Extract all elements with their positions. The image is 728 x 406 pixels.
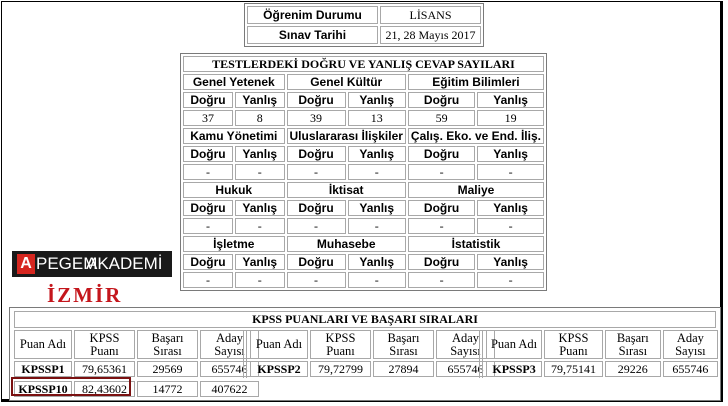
- wrong-count: -: [348, 164, 406, 180]
- wrong-label: Yanlış: [235, 146, 285, 162]
- exam-date-label: Sınav Tarihi: [247, 26, 378, 44]
- answer-label-row: [183, 254, 544, 270]
- kpss-scores-panel: [9, 307, 721, 401]
- pegem-akademi-logo: [12, 251, 172, 277]
- subject-name: Hukuk: [183, 182, 285, 198]
- wrong-count: -: [477, 164, 544, 180]
- score-name: KPSSP2: [250, 361, 308, 377]
- wrong-count: -: [477, 218, 544, 234]
- kpssp10-candidates: 407622: [200, 381, 259, 397]
- correct-count: -: [408, 164, 475, 180]
- correct-label: Doğru: [183, 200, 233, 216]
- subject-name: Genel Kültür: [287, 74, 406, 90]
- score-score: 79,65361: [74, 361, 135, 377]
- score-value-row: [486, 361, 718, 377]
- correct-label: Doğru: [183, 254, 233, 270]
- subject-name: İşletme: [183, 236, 285, 252]
- correct-label: Doğru: [287, 146, 346, 162]
- wrong-label: Yanlış: [477, 200, 544, 216]
- wrong-label: Yanlış: [348, 200, 406, 216]
- logo-word-akademi: AKADEMİ: [86, 254, 163, 273]
- education-status-value: LİSANS: [380, 6, 481, 24]
- answer-counts-title: TESTLERDEKİ DOĞRU VE YANLIŞ CEVAP SAYILARI: [183, 56, 544, 72]
- wrong-label: Yanlış: [348, 92, 406, 108]
- correct-count: 59: [408, 110, 475, 126]
- wrong-label: Yanlış: [477, 146, 544, 162]
- correct-count: -: [287, 272, 346, 288]
- score-score: 79,72799: [310, 361, 371, 377]
- correct-label: Doğru: [408, 254, 475, 270]
- answer-value-row: [183, 272, 544, 288]
- correct-count: -: [183, 218, 233, 234]
- correct-count: 39: [287, 110, 346, 126]
- correct-label: Doğru: [408, 200, 475, 216]
- correct-label: Doğru: [287, 200, 346, 216]
- wrong-label: Yanlış: [235, 92, 285, 108]
- correct-count: -: [408, 218, 475, 234]
- correct-count: -: [408, 272, 475, 288]
- subject-header-row: [183, 128, 544, 144]
- score-header-cell: Başarı Sırası: [605, 330, 661, 359]
- wrong-count: 19: [477, 110, 544, 126]
- score-rank: 29226: [605, 361, 661, 377]
- wrong-count: 8: [235, 110, 285, 126]
- answer-value-row: [183, 110, 544, 126]
- score-name: KPSSP1: [14, 361, 72, 377]
- wrong-label: Yanlış: [235, 200, 285, 216]
- kpssp10-row: [12, 379, 261, 399]
- subject-name: İstatistik: [408, 236, 544, 252]
- wrong-count: -: [477, 272, 544, 288]
- correct-label: Doğru: [287, 254, 346, 270]
- exam-info-panel: [244, 3, 484, 47]
- correct-count: 37: [183, 110, 233, 126]
- score-value-row: [250, 361, 495, 377]
- score-rank: 27894: [373, 361, 434, 377]
- score-header-cell: KPSS Puanı: [74, 330, 135, 359]
- wrong-label: Yanlış: [477, 92, 544, 108]
- city-label: İZMİR: [47, 283, 123, 307]
- group-separator: [479, 330, 483, 378]
- score-header-cell: Aday Sayısı: [436, 330, 495, 359]
- subject-header-row: [183, 236, 544, 252]
- score-candidates: 655746: [200, 361, 259, 377]
- kpssp10-score: 82,43602: [74, 381, 135, 397]
- answer-value-row: [183, 218, 544, 234]
- answer-label-row: [183, 146, 544, 162]
- wrong-count: -: [235, 218, 285, 234]
- logo-mark-icon: A: [17, 254, 35, 274]
- correct-label: Doğru: [183, 146, 233, 162]
- score-group-table: [12, 328, 261, 379]
- score-candidates: 655746: [663, 361, 718, 377]
- wrong-count: -: [348, 218, 406, 234]
- wrong-label: Yanlış: [477, 254, 544, 270]
- score-header-cell: Puan Adı: [14, 330, 72, 359]
- kpssp10-name: KPSSP10: [14, 381, 72, 397]
- subject-header-row: [183, 182, 544, 198]
- correct-label: Doğru: [408, 92, 475, 108]
- kpssp10-rank: 14772: [137, 381, 198, 397]
- score-score: 79,75141: [544, 361, 603, 377]
- subject-name: Genel Yetenek: [183, 74, 285, 90]
- score-candidates: 655746: [436, 361, 495, 377]
- correct-label: Doğru: [408, 146, 475, 162]
- score-group-table: [484, 328, 720, 379]
- exam-date-row: [247, 26, 481, 44]
- score-header-cell: Aday Sayısı: [200, 330, 259, 359]
- subject-name: Eğitim Bilimleri: [408, 74, 544, 90]
- wrong-count: -: [348, 272, 406, 288]
- group-separator: [243, 330, 247, 378]
- correct-count: -: [287, 164, 346, 180]
- education-status-label: Öğrenim Durumu: [247, 6, 378, 24]
- score-name: KPSSP3: [486, 361, 542, 377]
- correct-count: -: [183, 164, 233, 180]
- wrong-count: -: [235, 164, 285, 180]
- score-header-row: [250, 330, 495, 359]
- exam-date-value: 21, 28 Mayıs 2017: [380, 26, 481, 44]
- logo-word-pegem: PEGEM: [36, 254, 98, 273]
- score-rank: 29569: [137, 361, 198, 377]
- subject-name: Muhasebe: [287, 236, 406, 252]
- education-status-row: [247, 6, 481, 24]
- correct-count: -: [287, 218, 346, 234]
- subject-name: Maliye: [408, 182, 544, 198]
- answer-label-row: [183, 92, 544, 108]
- score-header-cell: Başarı Sırası: [373, 330, 434, 359]
- score-header-row: [14, 330, 259, 359]
- score-group-table: [248, 328, 497, 379]
- answer-counts-panel: [180, 53, 547, 291]
- subject-header-row: [183, 74, 544, 90]
- subject-name: Çalış. Eko. ve End. İliş.: [408, 128, 544, 144]
- score-header-cell: Puan Adı: [486, 330, 542, 359]
- wrong-label: Yanlış: [348, 254, 406, 270]
- wrong-label: Yanlış: [348, 146, 406, 162]
- correct-label: Doğru: [183, 92, 233, 108]
- subject-name: Kamu Yönetimi: [183, 128, 285, 144]
- score-header-cell: Puan Adı: [250, 330, 308, 359]
- subject-name: Uluslararası İlişkiler: [287, 128, 406, 144]
- answer-label-row: [183, 200, 544, 216]
- score-header-cell: Aday Sayısı: [663, 330, 718, 359]
- score-header-cell: KPSS Puanı: [310, 330, 371, 359]
- score-header-row: [486, 330, 718, 359]
- score-value-row: [14, 361, 259, 377]
- score-header-cell: Başarı Sırası: [137, 330, 198, 359]
- answer-value-row: [183, 164, 544, 180]
- kpss-scores-title: KPSS PUANLARI VE BAŞARI SIRALARI: [14, 311, 716, 328]
- correct-count: -: [183, 272, 233, 288]
- wrong-label: Yanlış: [235, 254, 285, 270]
- subject-name: İktisat: [287, 182, 406, 198]
- wrong-count: -: [235, 272, 285, 288]
- wrong-count: 13: [348, 110, 406, 126]
- correct-label: Doğru: [287, 92, 346, 108]
- answer-counts-table: [181, 54, 546, 290]
- score-header-cell: KPSS Puanı: [544, 330, 603, 359]
